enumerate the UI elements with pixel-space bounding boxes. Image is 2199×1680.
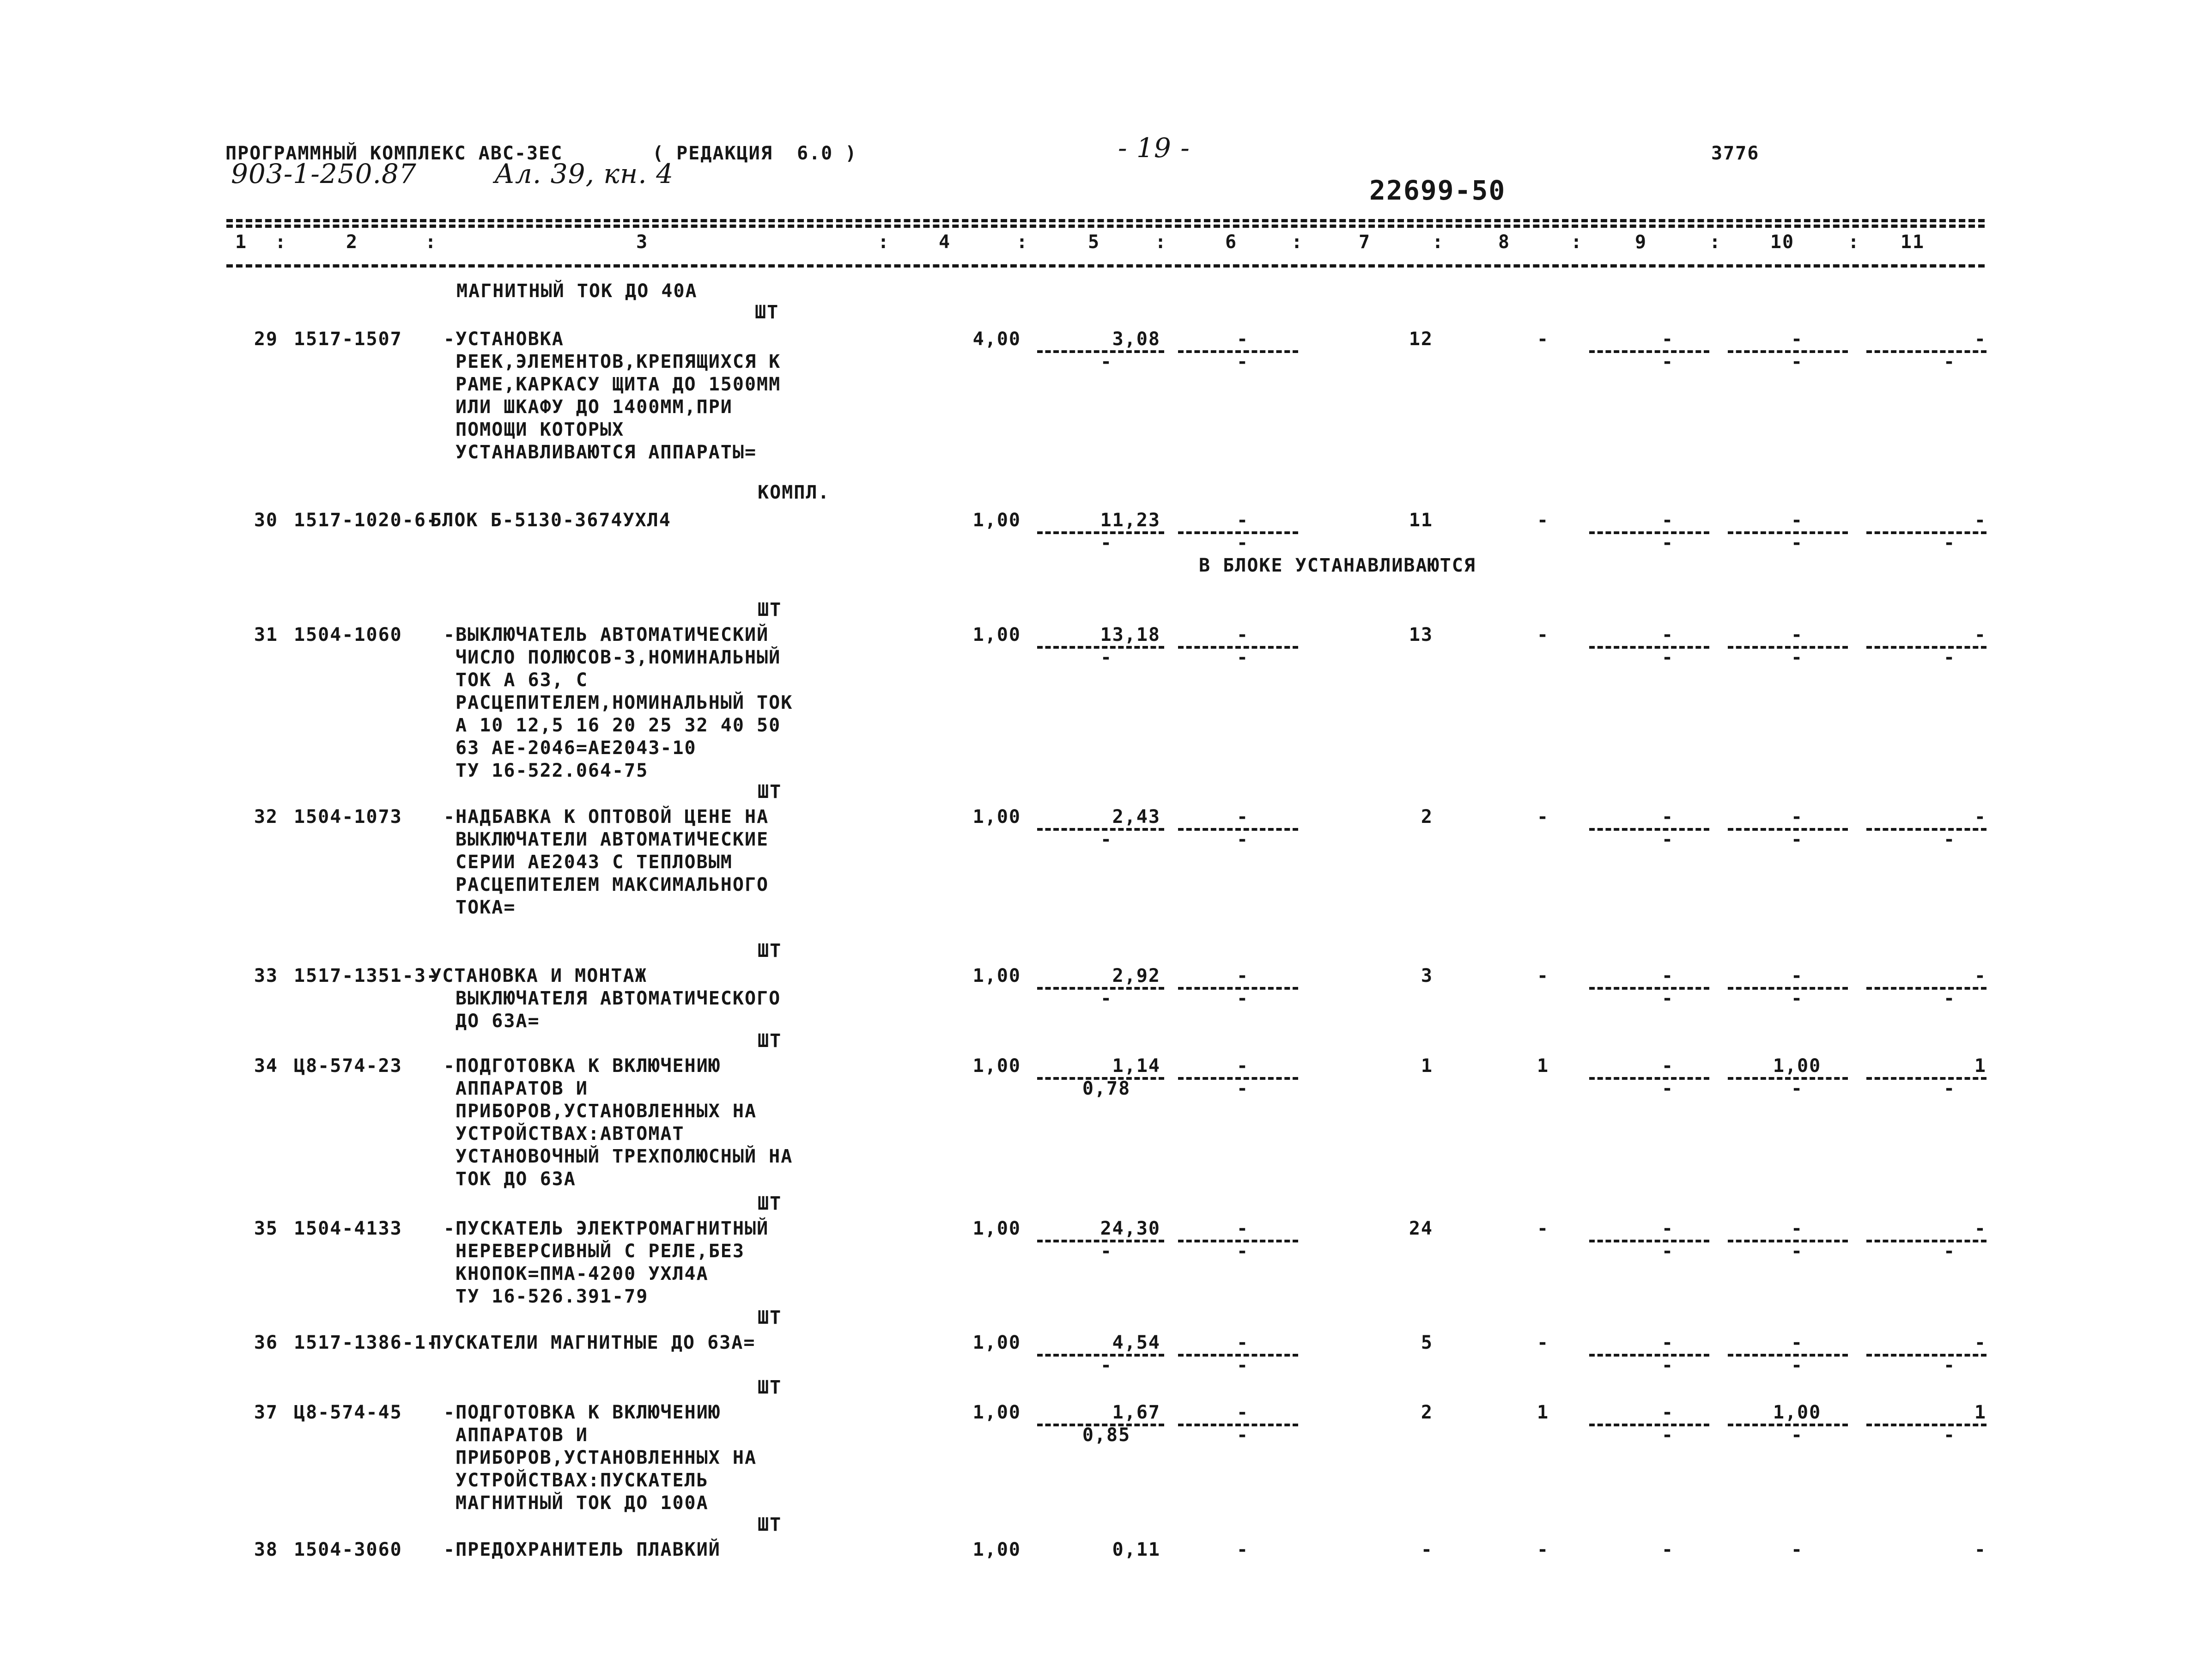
item-description-line: -ПОДГОТОВКА К ВКЛЮЧЕНИЮ	[443, 1402, 721, 1423]
item-description-line: ПРИБОРОВ,УСТАНОВЛЕННЫХ НА	[456, 1447, 757, 1468]
col10-sub-cell: -	[1791, 1078, 1804, 1099]
item-description-line: КНОПОК=ПМА-4200 УХЛ4А	[456, 1263, 709, 1284]
col11-sub-cell: -	[1943, 1424, 1956, 1446]
col9-sub-cell: -	[1661, 1355, 1674, 1376]
unit-cost-cell: 3,08	[1112, 329, 1160, 350]
item-description-line: ТОК А 63, С	[456, 670, 588, 691]
col10-sub-cell: -	[1791, 647, 1804, 668]
column-header-11: 11	[1900, 231, 1925, 253]
col6-cell: -	[1236, 806, 1249, 828]
item-description-line: -ПУСКАТЕЛЬ ЭЛЕКТРОМАГНИТНЫЙ	[443, 1218, 769, 1239]
item-description-line: АППАРАТОВ И	[456, 1424, 588, 1446]
quantity-cell: 1,00	[972, 1332, 1021, 1353]
row-number: 35	[254, 1218, 278, 1239]
item-description-line: ТУ 16-522.064-75	[456, 760, 649, 781]
total-cost-cell: 1	[1421, 1055, 1433, 1077]
item-code: 1504-4133	[294, 1218, 402, 1239]
col8-cell: -	[1537, 510, 1549, 531]
col11-sub-cell: -	[1943, 1241, 1956, 1262]
item-description-line: РЕЕК,ЭЛЕМЕНТОВ,КРЕПЯЩИХСЯ К	[456, 351, 781, 372]
item-description-line: РАМЕ,КАРКАСУ ЩИТА ДО 1500ММ	[456, 374, 781, 395]
col9-sub-cell: -	[1661, 351, 1674, 372]
total-cost-cell: 2	[1421, 806, 1433, 828]
quantity-cell: 1,00	[972, 1539, 1021, 1560]
col10-cell: -	[1791, 806, 1804, 828]
unit-cost-cell: 24,30	[1100, 1218, 1160, 1239]
unit-cost-sub-cell: -	[1100, 1241, 1113, 1262]
unit-label: ШТ	[758, 1030, 782, 1052]
item-description-line: ВЫКЛЮЧАТЕЛЯ АВТОМАТИЧЕСКОГО	[456, 988, 781, 1009]
col6-sub-cell: -	[1236, 351, 1249, 372]
unit-cost-sub-cell: -	[1100, 532, 1113, 554]
quantity-cell: 1,00	[972, 1055, 1021, 1077]
unit-cost-sub-cell: -	[1100, 1355, 1113, 1376]
col10-cell: 1,00	[1773, 1402, 1822, 1423]
col10-cell: 1,00	[1773, 1055, 1822, 1077]
col10-sub-cell: -	[1791, 1355, 1804, 1376]
item-description-line: УСТАНАВЛИВАЮТСЯ АППАРАТЫ=	[456, 442, 757, 463]
unit-label: ШТ	[758, 1307, 782, 1328]
column-header-1: 1	[235, 231, 248, 253]
unit-label: ШТ	[758, 781, 782, 803]
column-separator: :	[1432, 231, 1445, 253]
unit-cost-sub-cell: 0,85	[1082, 1424, 1131, 1446]
column-separator: :	[1155, 231, 1167, 253]
col8-cell: -	[1537, 329, 1549, 350]
sheet-number: 3776	[1711, 143, 1760, 164]
row-number: 34	[254, 1055, 278, 1077]
unit-cost-cell: 1,14	[1112, 1055, 1160, 1077]
quantity-cell: 1,00	[972, 1402, 1021, 1423]
col11-cell: -	[1974, 1332, 1986, 1353]
column-header-6: 6	[1225, 231, 1238, 253]
col11-cell: 1	[1974, 1402, 1986, 1423]
table-top-rule	[226, 219, 1985, 222]
col6-sub-cell: -	[1236, 1078, 1249, 1099]
col9-cell: -	[1661, 1218, 1674, 1239]
item-description-line: ТУ 16-526.391-79	[456, 1286, 649, 1307]
item-code: 1504-3060	[294, 1539, 402, 1560]
col9-cell: -	[1661, 624, 1674, 645]
col10-cell: -	[1791, 1332, 1804, 1353]
col8-cell: -	[1537, 1218, 1549, 1239]
col6-cell: -	[1236, 329, 1249, 350]
col9-cell: -	[1661, 1055, 1674, 1077]
col11-sub-cell: -	[1943, 532, 1956, 554]
col9-sub-cell: -	[1661, 1241, 1674, 1262]
col11-cell: -	[1974, 624, 1986, 645]
col8-cell: -	[1537, 806, 1549, 828]
col10-cell: -	[1791, 965, 1804, 986]
col6-sub-cell: -	[1236, 532, 1249, 554]
col11-cell: -	[1974, 965, 1986, 986]
unit-cost-sub-cell: -	[1100, 647, 1113, 668]
item-description-line: ТОК ДО 63А	[456, 1169, 576, 1190]
unit-cost-sub-cell: 0,78	[1082, 1078, 1131, 1099]
col9-cell: -	[1661, 1402, 1674, 1423]
inventory-number: 22699-50	[1369, 175, 1506, 206]
item-description-line: УСТАНОВОЧНЫЙ ТРЕХПОЛЮСНЫЙ НА	[456, 1146, 793, 1167]
album-reference: Ал. 39, кн. 4	[494, 158, 674, 189]
item-description-line: -УСТАНОВКА	[443, 329, 564, 350]
col6-cell: -	[1236, 624, 1249, 645]
total-cost-cell: 5	[1421, 1332, 1433, 1353]
column-separator: :	[1571, 231, 1583, 253]
col9-cell: -	[1661, 806, 1674, 828]
col11-sub-cell: -	[1943, 647, 1956, 668]
col9-sub-cell: -	[1661, 988, 1674, 1009]
col9-sub-cell: -	[1661, 1424, 1674, 1446]
col6-sub-cell: -	[1236, 829, 1249, 850]
col8-cell: -	[1537, 1332, 1549, 1353]
column-separator: :	[1016, 231, 1029, 253]
col6-sub-cell: -	[1236, 988, 1249, 1009]
quantity-cell: 1,00	[972, 965, 1021, 986]
item-description-line: УСТРОЙСТВАХ:АВТОМАТ	[456, 1123, 685, 1144]
block-note: В БЛОКЕ УСТАНАВЛИВАЮТСЯ	[1199, 555, 1476, 576]
item-description-line: УСТАНОВКА И МОНТАЖ	[430, 965, 647, 986]
column-header-7: 7	[1358, 231, 1371, 253]
unit-label: ШТ	[758, 940, 782, 962]
program-title: ПРОГРАММНЫЙ КОМПЛЕКС АВС-3ЕС	[225, 143, 563, 164]
col6-sub-cell: -	[1236, 1355, 1249, 1376]
col6-sub-cell: -	[1236, 647, 1249, 668]
item-description-line: -ПОДГОТОВКА К ВКЛЮЧЕНИЮ	[443, 1055, 721, 1077]
total-cost-cell: 12	[1409, 329, 1433, 350]
col11-cell: 1	[1974, 1055, 1986, 1077]
item-description-line: А 10 12,5 16 20 25 32 40 50	[456, 715, 781, 736]
unit-cost-cell: 2,92	[1112, 965, 1160, 986]
unit-label: ШТ	[758, 1193, 782, 1214]
unit-cost-cell: 0,11	[1112, 1539, 1160, 1560]
row-number: 37	[254, 1402, 278, 1423]
col8-cell: 1	[1537, 1055, 1549, 1077]
item-description-line: ИЛИ ШКАФУ ДО 1400ММ,ПРИ	[456, 396, 733, 418]
col10-sub-cell: -	[1791, 1241, 1804, 1262]
col9-sub-cell: -	[1661, 647, 1674, 668]
col9-cell: -	[1661, 965, 1674, 986]
unit-cost-cell: 11,23	[1100, 510, 1160, 531]
quantity-cell: 1,00	[972, 1218, 1021, 1239]
col6-sub-cell: -	[1236, 1241, 1249, 1262]
col9-cell: -	[1661, 510, 1674, 531]
table-top-rule-2	[226, 225, 1985, 228]
col8-cell: 1	[1537, 1402, 1549, 1423]
column-header-8: 8	[1498, 231, 1511, 253]
item-description-line: -НАДБАВКА К ОПТОВОЙ ЦЕНЕ НА	[443, 806, 769, 828]
item-description-line: ПРИБОРОВ,УСТАНОВЛЕННЫХ НА	[456, 1101, 757, 1122]
page-number: - 19 -	[1118, 132, 1190, 164]
total-cost-cell: 2	[1421, 1402, 1433, 1423]
row-number: 38	[254, 1539, 278, 1560]
col11-cell: -	[1974, 329, 1986, 350]
quantity-cell: 1,00	[972, 624, 1021, 645]
unit-cost-cell: 2,43	[1112, 806, 1160, 828]
item-code: 1504-1073	[294, 806, 402, 828]
column-separator: :	[1709, 231, 1722, 253]
item-code: 1517-1507	[294, 329, 402, 350]
column-header-10: 10	[1770, 231, 1795, 253]
col6-cell: -	[1236, 1402, 1249, 1423]
total-cost-cell: 3	[1421, 965, 1433, 986]
item-description-line: ТОКА=	[456, 897, 516, 918]
item-description-line: РАСЦЕПИТЕЛЕМ МАКСИМАЛЬНОГО	[456, 874, 769, 895]
column-header-9: 9	[1634, 231, 1647, 253]
col8-cell: -	[1537, 965, 1549, 986]
item-description-line: ДО 63А=	[456, 1010, 540, 1032]
item-description-line: НЕРЕВЕРСИВНЫЙ С РЕЛЕ,БЕЗ	[456, 1241, 745, 1262]
item-description-line: АППАРАТОВ И	[456, 1078, 588, 1099]
unit-label: КОМПЛ.	[758, 482, 830, 503]
item-code: 1517-1020-6-	[294, 510, 438, 531]
col10-sub-cell: -	[1791, 532, 1804, 554]
col10-cell: -	[1791, 1218, 1804, 1239]
col6-cell: -	[1236, 1332, 1249, 1353]
unit-cost-cell: 1,67	[1112, 1402, 1160, 1423]
col10-cell: -	[1791, 510, 1804, 531]
col10-sub-cell: -	[1791, 1424, 1804, 1446]
col9-cell: -	[1661, 1332, 1674, 1353]
row-number: 36	[254, 1332, 278, 1353]
row-number: 29	[254, 329, 278, 350]
col9-cell: -	[1661, 329, 1674, 350]
col11-sub-cell: -	[1943, 1078, 1956, 1099]
item-description-line: РАСЦЕПИТЕЛЕМ,НОМИНАЛЬНЫЙ ТОК	[456, 692, 793, 713]
col11-cell: -	[1974, 510, 1986, 531]
column-header-4: 4	[938, 231, 951, 253]
col11-cell: -	[1974, 1539, 1986, 1560]
item-description-line: 63 АЕ-2046=АЕ2043-10	[456, 737, 697, 759]
edition-label: ( РЕДАКЦИЯ 6.0 )	[652, 143, 857, 164]
unit-cost-cell: 13,18	[1100, 624, 1160, 645]
column-separator: :	[275, 231, 287, 253]
col9-sub-cell: -	[1661, 1078, 1674, 1099]
row-number: 31	[254, 624, 278, 645]
item-description-line: БЛОК Б-5130-3674УХЛ4	[430, 510, 671, 531]
col10-sub-cell: -	[1791, 829, 1804, 850]
col11-sub-cell: -	[1943, 351, 1956, 372]
item-description-line: -ПРЕДОХРАНИТЕЛЬ ПЛАВКИЙ	[443, 1539, 721, 1560]
col10-cell: -	[1791, 329, 1804, 350]
item-code: Ц8-574-45	[294, 1402, 402, 1423]
column-separator: :	[1848, 231, 1860, 253]
unit-cost-sub-cell: -	[1100, 829, 1113, 850]
item-code: 1517-1351-3-	[294, 965, 438, 986]
unit-cost-cell: 4,54	[1112, 1332, 1160, 1353]
col11-sub-cell: -	[1943, 1355, 1956, 1376]
col11-sub-cell: -	[1943, 829, 1956, 850]
item-code: 1504-1060	[294, 624, 402, 645]
column-header-3: 3	[636, 231, 649, 253]
col8-cell: -	[1537, 624, 1549, 645]
column-separator: :	[425, 231, 437, 253]
item-code: Ц8-574-23	[294, 1055, 402, 1077]
item-description-line: ПУСКАТЕЛИ МАГНИТНЫЕ ДО 63А=	[430, 1332, 756, 1353]
quantity-cell: 1,00	[972, 806, 1021, 828]
continuation-text: МАГНИТНЫЙ ТОК ДО 40А	[456, 280, 698, 302]
row-number: 33	[254, 965, 278, 986]
unit-label: ШТ	[758, 599, 782, 621]
header-bottom-rule	[226, 264, 1985, 268]
col10-cell: -	[1791, 624, 1804, 645]
col6-cell: -	[1236, 1539, 1249, 1560]
col9-sub-cell: -	[1661, 532, 1674, 554]
project-code: 903-1-250.87	[231, 158, 417, 189]
col10-cell: -	[1791, 1539, 1804, 1560]
column-separator: :	[878, 231, 890, 253]
col9-cell: -	[1661, 1539, 1674, 1560]
col6-cell: -	[1236, 1218, 1249, 1239]
col10-sub-cell: -	[1791, 351, 1804, 372]
col6-cell: -	[1236, 510, 1249, 531]
item-description-line: ВЫКЛЮЧАТЕЛИ АВТОМАТИЧЕСКИЕ	[456, 829, 769, 850]
quantity-cell: 1,00	[972, 510, 1021, 531]
unit-cost-sub-cell: -	[1100, 988, 1113, 1009]
total-cost-cell: 13	[1409, 624, 1433, 645]
col11-cell: -	[1974, 806, 1986, 828]
item-code: 1517-1386-1-	[294, 1332, 438, 1353]
row-number: 32	[254, 806, 278, 828]
unit-label: ШТ	[758, 1514, 782, 1535]
item-description-line: УСТРОЙСТВАХ:ПУСКАТЕЛЬ	[456, 1470, 709, 1491]
quantity-cell: 4,00	[972, 329, 1021, 350]
col10-sub-cell: -	[1791, 988, 1804, 1009]
column-header-2: 2	[346, 231, 358, 253]
col8-cell: -	[1537, 1539, 1549, 1560]
total-cost-cell: -	[1421, 1539, 1433, 1560]
col6-cell: -	[1236, 1055, 1249, 1077]
item-description-line: ПОМОЩИ КОТОРЫХ	[456, 419, 625, 440]
total-cost-cell: 24	[1409, 1218, 1433, 1239]
column-separator: :	[1291, 231, 1304, 253]
unit-label: ШТ	[758, 1377, 782, 1398]
row-number: 30	[254, 510, 278, 531]
item-description-line: -ВЫКЛЮЧАТЕЛЬ АВТОМАТИЧЕСКИЙ	[443, 624, 769, 645]
col11-sub-cell: -	[1943, 988, 1956, 1009]
col9-sub-cell: -	[1661, 829, 1674, 850]
column-header-5: 5	[1087, 231, 1100, 253]
item-description-line: СЕРИИ АЕ2043 С ТЕПЛОВЫМ	[456, 852, 733, 873]
col6-cell: -	[1236, 965, 1249, 986]
total-cost-cell: 11	[1409, 510, 1433, 531]
continuation-unit: ШТ	[755, 302, 779, 323]
unit-cost-sub-cell: -	[1100, 351, 1113, 372]
item-description-line: ЧИСЛО ПОЛЮСОВ-3,НОМИНАЛЬНЫЙ	[456, 647, 781, 668]
item-description-line: МАГНИТНЫЙ ТОК ДО 100А	[456, 1492, 709, 1514]
col6-sub-cell: -	[1236, 1424, 1249, 1446]
col11-cell: -	[1974, 1218, 1986, 1239]
